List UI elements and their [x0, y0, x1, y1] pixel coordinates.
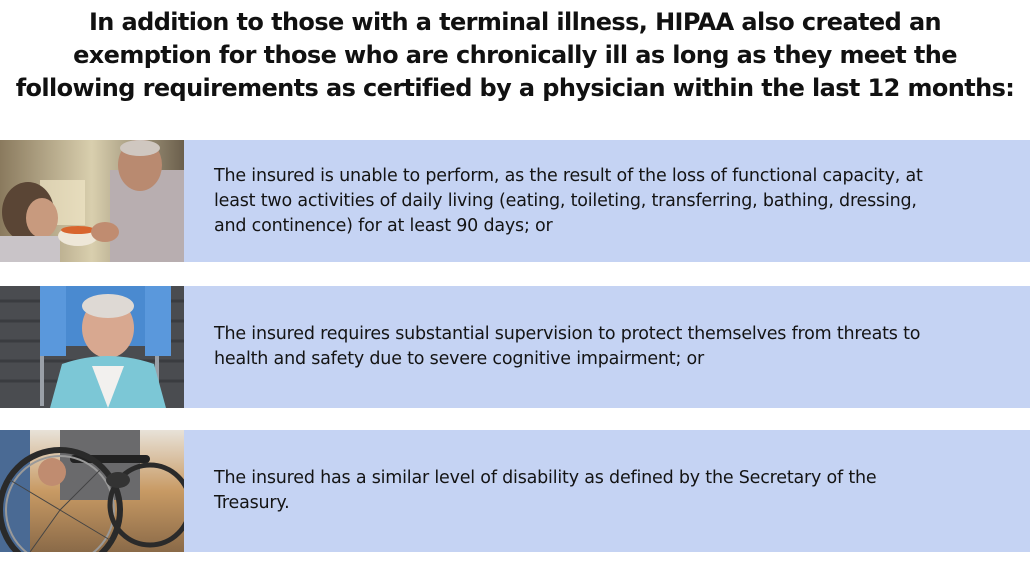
title-line: exemption for those who are chronically ill as long as they meet the: [73, 41, 957, 69]
requirement-text: The insured requires substantial supervision to protect themselves from threats to health and safety due to severe cognitive impairment; or: [214, 324, 921, 369]
requirement-panel: [184, 140, 1030, 262]
page-title: [0, 6, 1030, 105]
photo-elderly-woman-in-wheelchair: [0, 286, 184, 408]
requirement-text: The insured is unable to perform, as the result of the loss of functional capacity, at least two activities of daily living (eating, toileting, transferring, bathing, dressing, and continence) for at least 90 days; or: [214, 165, 923, 236]
requirement-panel: [184, 286, 1030, 408]
photo-wheelchair-wheel-closeup: [0, 430, 184, 552]
requirement-row-2: [0, 286, 1030, 408]
requirement-row-1: [0, 140, 1030, 262]
requirement-row-3: [0, 430, 1030, 552]
requirement-text: The insured has a similar level of disability as defined by the Secretary of the Treasury.: [214, 468, 877, 513]
requirement-panel: [184, 430, 1030, 552]
title-line: In addition to those with a terminal illness, HIPAA also created an: [88, 8, 942, 36]
title-line: following requirements as certified by a physician within the last 12 months:: [15, 74, 1015, 102]
photo-man-feeding-woman-soup: [0, 140, 184, 262]
